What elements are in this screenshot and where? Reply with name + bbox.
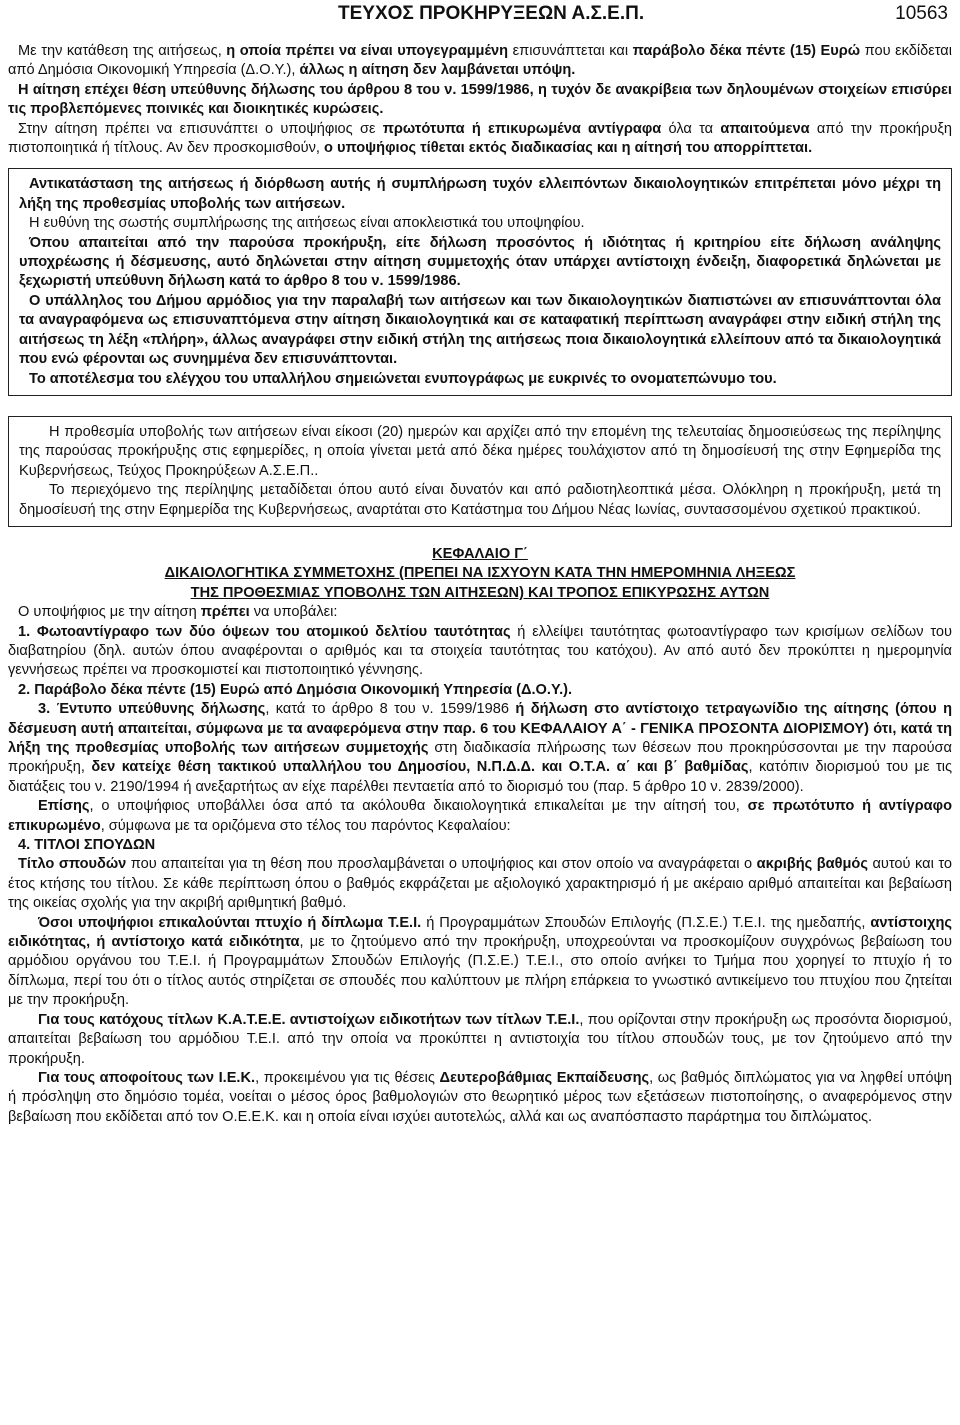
- section-title-degrees: 4. ΤΙΤΛΟΙ ΣΠΟΥΔΩΝ: [18, 837, 156, 854]
- paragraph-intro: Ο υποψήφιος με την αίτηση πρέπει να υποβάλει:: [18, 604, 338, 621]
- list-item-fee: 2. Παράβολο δέκα πέντε (15) Ευρώ από Δημόσια Οικονομική Υπηρεσία (Δ.Ο.Υ.).: [18, 681, 573, 698]
- paragraph-iek: Για τους αποφοίτους των Ι.Ε.Κ., προκειμένου για τις θέσεις Δευτεροβάθμιας Εκπαίδευσης, ως βαθμός διπλώματος για να ληφθεί υπόψη ή πρόσληψη στο δημόσιο τομέα, νοείται ο μέσος όρος βαθμολογιών στο θεωρητικό μέρος των εξετάσεων πιστοποίησης, ο αναφερόμενος στην βεβαίωση που εκδίδεται από τον Ο.Ε.Ε.Κ. και η οποία είναι ισχύει αυτοτελώς, αλλά και ως αναπόσπαστο παράρτημα του διπλώματος.: [8, 1069, 952, 1125]
- list-item-declaration: 3. Έντυπο υπεύθυνης δήλωσης, κατά το άρθρο 8 του ν. 1599/1986 ή δήλωση στο αντίστοιχο τετραγωνίδιο της αίτησης (όπου η δέσμευση αυτή απαιτείται, σύμφωνα με τα αναφερόμενα στην παρ. 6 του ΚΕΦΑΛΑΙΟΥ Α΄ - ΓΕΝΙΚΑ ΠΡΟΣΟΝΤΑ ΔΙΟΡΙΣΜΟΥ) ότι, κατά τη λήξη της προθεσμίας υποβολής των αιτήσεων συμμετοχής στη διαδικασία πλήρωσης των θέσεων που προκηρύσσονται με την παρούσα προκήρυξη, δεν κατείχε θέση τακτικού υπαλλήλου του Δημοσίου, Ν.Π.Δ.Δ. και Ο.Τ.Α. α΄ και β΄ βαθμίδας, κατόπιν διορισμού του με τις διατάξεις του ν. 2190/1994 ή ανεξαρτήτως αν είχε παρέλθει πενταετία από το διορισμό του (παρ. 5 άρθρο 10 ν. 2839/2000).: [8, 701, 952, 795]
- paragraph-declaration: Η αίτηση επέχει θέση υπεύθυνης δήλωσης του άρθρου 8 του ν. 1599/1986, η τυχόν δε ανακρίβεια των δηλουμένων στοιχείων επισύρει τις προβλεπόμενες ποινικές και διοικητικές κυρώσεις.: [8, 81, 952, 118]
- journal-title: ΤΕΥΧΟΣ ΠΡΟΚΗΡΥΞΕΩΝ Α.Σ.Ε.Π.: [338, 3, 645, 24]
- box-paragraph-deadline: Η προθεσμία υποβολής των αιτήσεων είναι είκοσι (20) ημερών και αρχίζει από την επομένη της τελευταίας δημοσιεύσεως της περίληψης της παρούσας προκήρυξης στις εφημερίδες, η οποία γίνεται μετά από δέκα ημέρες τουλάχιστον από τη δημοσίευσή της στην Εφημερίδα της Κυβερνήσεως, Τεύχος Προκηρύξεων Α.Σ.Ε.Π..: [19, 423, 941, 479]
- box-paragraph-publication: Το περιεχόμενο της περίληψης μεταδίδεται όπου αυτό είναι δυνατόν και από ραδιοτηλεοπτικά μέσα. Ολόκληρη η προκήρυξη, μετά τη δημοσίευσή της στην Εφημερίδα της Κυβερνήσεως, αναρτάται στο Κατάστημα του Δήμου Νέας Ιωνίας, συντασσομένου σχετικού πρακτικού.: [19, 482, 941, 518]
- notice-box-deadline: [8, 416, 952, 527]
- notice-box-corrections: [8, 168, 952, 395]
- list-item-id-card: 1. Φωτοαντίγραφο των δύο όψεων του ατομικού δελτίου ταυτότητας ή ελλείψει ταυτότητας φωτοαντίγραφο των κρισίμων σελίδων του διαβατηρίου (δηλ. αυτών όπου αναφέρονται ο αριθμός και τα στοιχεία ταυτότητας του κατόχου). Αν από αυτό δεν προκύπτει η ημερομηνία γεννήσεως πρέπει να προσκομιστεί και πιστοποιητικό γέννησης.: [8, 623, 952, 679]
- paragraph-fee: Με την κατάθεση της αιτήσεως, η οποία πρέπει να είναι υπογεγραμμένη επισυνάπτεται και παράβολο δέκα πέντε (15) Ευρώ που εκδίδεται από Δημόσια Οικονομική Υπηρεσία (Δ.Ο.Υ.), άλλως η αίτηση δεν λαμβάνεται υπόψη.: [8, 43, 952, 79]
- paragraph-kate: Για τους κατόχους τίτλων Κ.Α.Τ.Ε.Ε. αντιστοίχων ειδικοτήτων των τίτλων Τ.Ε.Ι., που ορίζονται στην προκήρυξη ως προσόντα διορισμού, απαιτείται βεβαίωση του αρμόδιου Τ.Ε.Ι. από την οποία να προκύπτει η αντιστοιχία του τίτλου σπουδών τους, με τον ζητούμενο από την προκήρυξη.: [8, 1011, 953, 1067]
- chapter-heading-line1: ΔΙΚΑΙΟΛΟΓΗΤΙΚΑ ΣΥΜΜΕΤΟΧΗΣ (ΠΡΕΠΕΙ ΝΑ ΙΣΧΥΟΥΝ ΚΑΤΑ ΤΗΝ ΗΜΕΡΟΜΗΝΙΑ ΛΗΞΕΩΣ: [164, 565, 796, 582]
- paragraph-attachments: Στην αίτηση πρέπει να επισυνάπτει ο υποψήφιος σε πρωτότυπα ή επικυρωμένα αντίγραφα όλα τα απαιτούμενα από την προκήρυξη πιστοποιητικά ή τίτλους. Αν δεν προσκομισθούν, ο υποψήφιος τίθεται εκτός διαδικασίας και η αίτησή του απορρίπτεται.: [8, 120, 952, 157]
- box-paragraph-clerk: Ο υπάλληλος του Δήμου αρμόδιος για την παραλαβή των αιτήσεων και των δικαιολογητικών διαπιστώνει αν επισυνάπτονται όλα τα αναγραφόμενα ως επισυναπτόμενα στην αίτηση δικαιολογητικά και σε καταφατική περίπτωση αναγράφει στην ειδική στήλη της αιτήσεως τη λέξη «πλήρη», άλλως αναγράφει στην ειδική στήλη της αιτήσεως ποια δικαιολογητικά ελλείπουν από τα δικαιολογητικά που ενώ φέρονται ως συνημμένα δεν επισυνάπτονται.: [19, 292, 941, 368]
- page-header: [8, 4, 952, 30]
- box-paragraph-replacement: Αντικατάσταση της αιτήσεως ή διόρθωση αυτής ή συμπλήρωση τυχόν ελλειπόντων δικαιολογητικών επιτρέπεται μόνο μέχρι τη λήξη της προθεσμίας υποβολής των αιτήσεων.: [19, 176, 941, 212]
- chapter-title: ΚΕΦΑΛΑΙΟ Γ΄: [432, 545, 528, 562]
- box-paragraph-statement: Όπου απαιτείται από την παρούσα προκήρυξη, είτε δήλωση προσόντος ή ιδιότητας ή κριτηρίου είτε δήλωση ανάληψης υποχρέωσης ή δέσμευσης, αυτό δηλώνεται στην αίτηση συμμετοχής όταν υπάρχει αντίστοιχη ένδειξη, διαφορετικά δηλώνεται με ξεχωριστή υπεύθυνη δήλωση κατά το άρθρο 8 του ν. 1599/1986.: [19, 234, 941, 290]
- box-paragraph-result: Το αποτέλεσμα του ελέγχου του υπαλλήλου σημειώνεται ενυπογράφως με ευκρινές το ονοματεπώνυμο του.: [29, 370, 777, 387]
- page-number: 10563: [895, 3, 948, 24]
- chapter-heading-line2: ΤΗΣ ΠΡΟΘΕΣΜΙΑΣ ΥΠΟΒΟΛΗΣ ΤΩΝ ΑΙΤΗΣΕΩΝ) ΚΑΙ ΤΡΟΠΟΣ ΕΠΙΚΥΡΩΣΗΣ ΑΥΤΩΝ: [190, 584, 770, 601]
- box-paragraph-responsibility: Η ευθύνη της σωστής συμπλήρωσης της αιτήσεως είναι αποκλειστικά του υποψηφίου.: [29, 215, 585, 232]
- paragraph-tei: Όσοι υποψήφιοι επικαλούνται πτυχίο ή δίπλωμα Τ.Ε.Ι. ή Προγραμμάτων Σπουδών Επιλογής (Π.Σ.Ε.) Τ.Ε.Ι. της ημεδαπής, αντίστοιχης ειδικότητας, ή αντίστοιχο κατά ειδικότητα, με το ζητούμενο από την προκήρυξη, υποχρεούνται να προσκομίζουν συγχρόνως βεβαίωση του αρμόδιου οργάνου του Τ.Ε.Ι. ή Προγραμμάτων Σπουδών Επιλογής (Π.Σ.Ε.) Τ.Ε.Ι., στο οποίο ανήκει το Τμήμα που χορηγεί το πτυχίο ή το δίπλωμα, περί του ότι ο τίτλος αυτός στηρίζεται σε σπουδές που καλύπτουν με πλήρη επάρκεια το γνωστικό αντικείμενο του πτυχίου που ζητείται με την προκήρυξη.: [8, 914, 953, 1009]
- paragraph-also: Επίσης, ο υποψήφιος υποβάλλει όσα από τα ακόλουθα δικαιολογητικά επικαλείται με την αίτησή του, σε πρωτότυπο ή αντίγραφο επικυρωμένο, σύμφωνα με τα οριζόμενα στο τέλος του παρόντος Κεφαλαίου:: [8, 798, 952, 834]
- paragraph-degree-title: Τίτλο σπουδών που απαιτείται για τη θέση που προσλαμβάνεται ο υποψήφιος και στον οποίο να αναγράφεται ο ακριβής βαθμός αυτού και το έτος κτήσης του τίτλου. Σε κάθε περίπτωση όπου ο βαθμός εκφράζεται με αξιολογικό χαρακτηρισμό ή με ακέραιο αριθμό απαιτείται και βεβαίωση της οικείας σχολής για την ακριβή αριθμητική βαθμό.: [8, 856, 952, 912]
